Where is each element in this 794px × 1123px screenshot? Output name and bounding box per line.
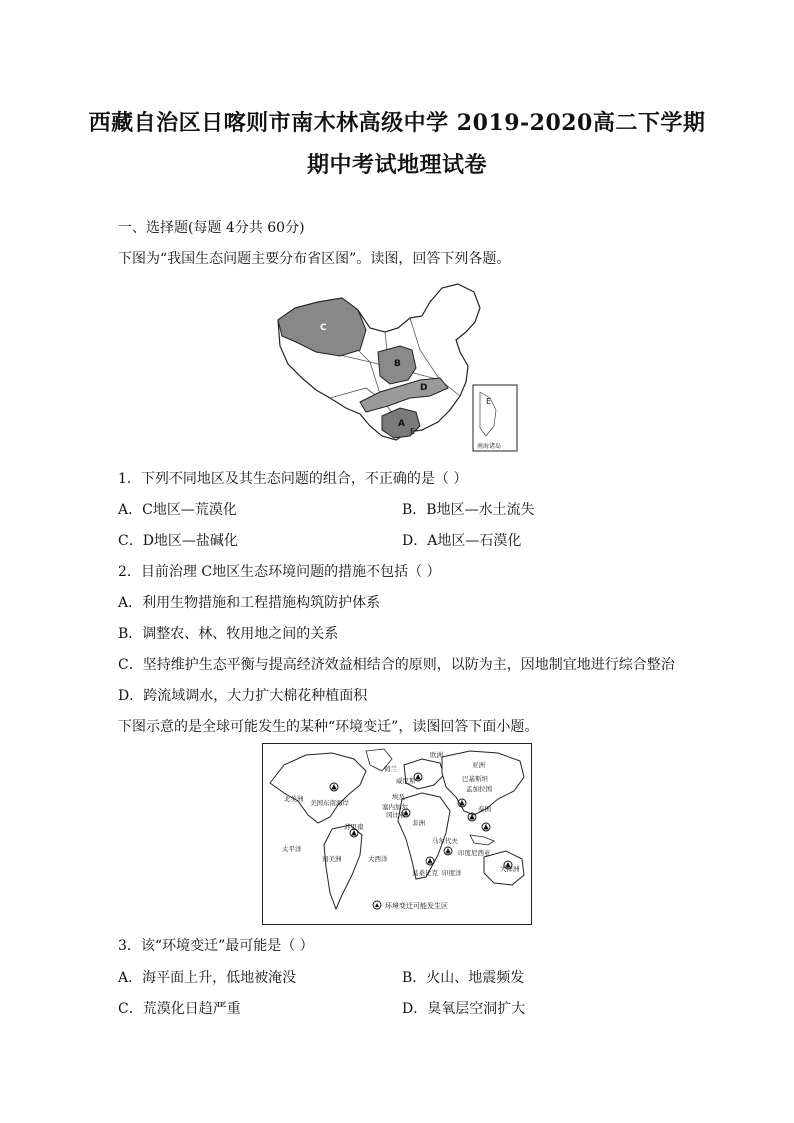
question-1-stem: 1．下列不同地区及其生态问题的组合，不正确的是（ ） <box>118 471 468 487</box>
question-2-stem: 2．目前治理 C地区生态环境问题的措施不包括（ ） <box>118 564 441 580</box>
label-bangladesh: 孟加拉国 <box>466 785 492 793</box>
label-suriname: 苏里南 <box>344 823 364 831</box>
label-north-america: 北美洲 <box>284 795 304 803</box>
label-atlantic: 大西洋 <box>368 855 388 863</box>
label-netherlands: 荷兰 <box>384 765 397 773</box>
label-asia: 亚洲 <box>472 761 485 769</box>
section-heading: 一、选择题(每题 4分共 60分) <box>118 220 305 236</box>
label-pakistan: 巴基斯坦 <box>462 775 488 783</box>
question-1-option-a[interactable]: A．C地区—荒漠化 <box>118 502 237 518</box>
label-senegal: 塞内加尔 <box>382 803 408 811</box>
label-africa: 非洲 <box>412 819 425 827</box>
label-b: B <box>394 359 401 369</box>
intro-text-2: 下图示意的是全球可能发生的某种“环境变迁”，读图回答下面小题。 <box>118 719 539 735</box>
label-e: E <box>410 427 416 436</box>
label-indonesia: 印度尼西亚 <box>458 849 491 857</box>
page-title-line-1: 西藏自治区日喀则市南木林高级中学 2019-2020高二下学期 <box>88 110 706 136</box>
question-1-option-c[interactable]: C．D地区—盐碱化 <box>118 533 238 549</box>
page-title-line-2: 期中考试地理试卷 <box>306 152 487 178</box>
intro-text-1: 下图为“我国生态问题主要分布省区图”。读图，回答下列各题。 <box>118 251 511 267</box>
label-egypt: 埃及 <box>392 793 405 801</box>
question-2-option-a[interactable]: A．利用生物措施和工程措施构筑防护体系 <box>118 595 381 611</box>
world-environment-map <box>262 743 532 925</box>
question-3-option-d[interactable]: D．臭氧层空洞扩大 <box>402 1001 526 1017</box>
legend-text: 环境变迁可能发生区 <box>385 902 448 910</box>
inset-caption: 南海诸岛 <box>477 443 502 450</box>
label-pacific: 太平洋 <box>282 845 302 853</box>
label-thailand: 泰国 <box>478 805 491 813</box>
question-2-option-b[interactable]: B．调整农、林、牧用地之间的关系 <box>118 626 339 642</box>
label-maldives: 马尔代夫 <box>432 837 458 845</box>
question-2-option-d[interactable]: D．跨流域调水，大力扩大棉花种植面积 <box>118 688 368 704</box>
question-3-stem: 3．该“环境变迁”最可能是（ ） <box>118 938 314 954</box>
question-3-option-c[interactable]: C．荒漠化日趋严重 <box>118 1001 241 1017</box>
question-1-option-d[interactable]: D．A地区—石漠化 <box>402 533 522 549</box>
china-eco-map <box>270 280 520 455</box>
label-oceania: 大洋洲 <box>500 865 520 873</box>
label-europe: 欧洲 <box>430 751 443 759</box>
label-c: C <box>320 323 327 333</box>
question-2-option-c[interactable]: C．坚持维护生态平衡与提高经济效益相结合的原则，以防为主，因地制宜地进行综合整治 <box>118 657 675 673</box>
label-us-southeast: 美国东南海岸 <box>310 799 349 807</box>
label-indian-ocean: 印度洋 <box>442 869 462 877</box>
label-d: D <box>420 383 428 393</box>
question-1-option-b[interactable]: B．B地区—水土流失 <box>402 502 535 518</box>
label-a: A <box>398 419 405 429</box>
inset-label-e: E <box>486 397 492 406</box>
question-3-option-a[interactable]: A．海平面上升，低地被淹没 <box>118 970 297 986</box>
label-venice: 威尼斯 <box>396 777 416 785</box>
label-gambia: 冈比亚 <box>386 811 406 819</box>
label-mozambique: 莫桑比克 <box>412 869 438 877</box>
question-3-option-b[interactable]: B．火山、地震频发 <box>402 970 525 986</box>
label-south-america: 南美洲 <box>322 855 342 863</box>
